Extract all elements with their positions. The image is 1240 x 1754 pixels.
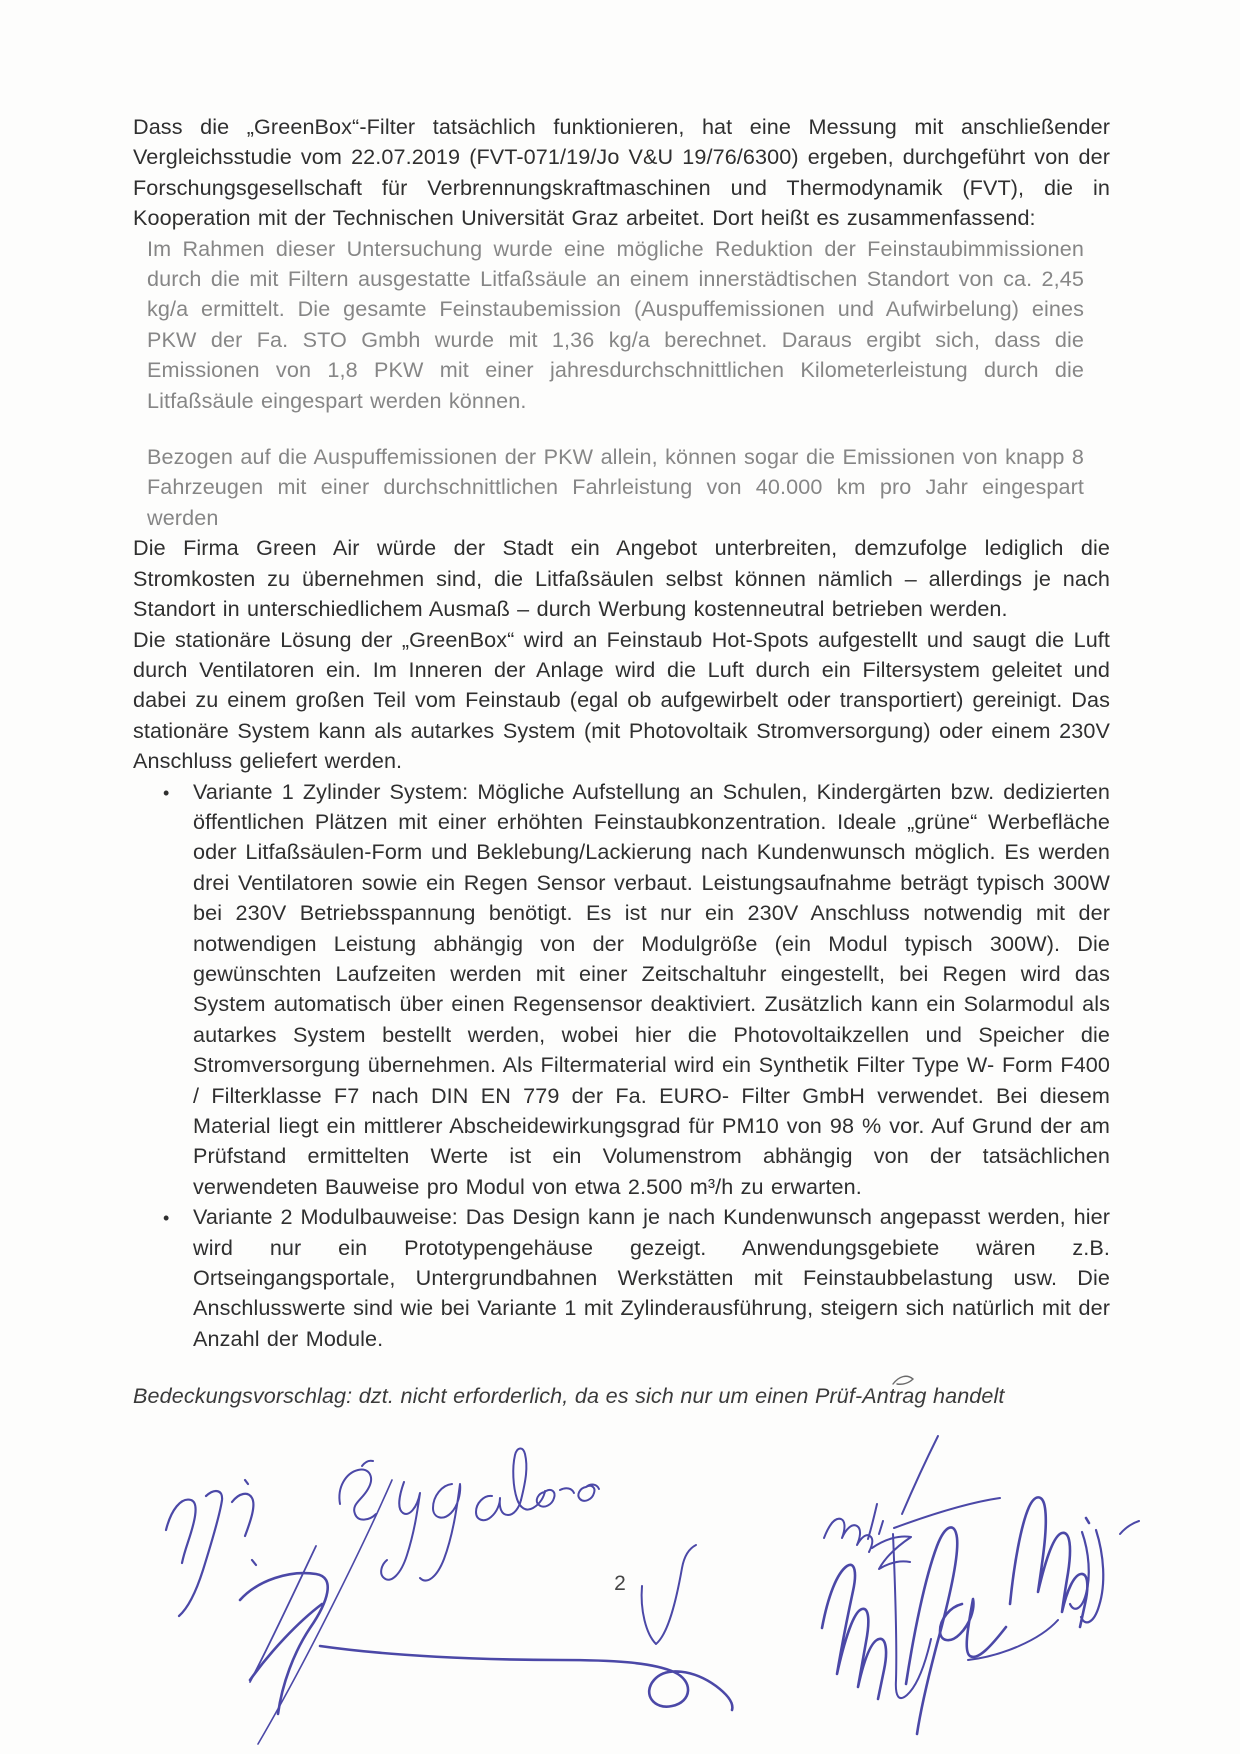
variant-bullet-list <box>133 777 1110 1355</box>
signature-center-handwriting <box>339 1448 599 1580</box>
list-item-variant-1 <box>133 777 1110 1203</box>
page-number: 2 <box>614 1572 626 1595</box>
quote-block <box>147 234 1084 534</box>
signature-right-handwriting <box>824 1436 1000 1569</box>
coverage-note: Bedeckungsvorschlag: dzt. nicht erforderlich, da es sich nur um einen Prüf-Antrag handelt <box>133 1383 1005 1409</box>
list-item-text: Variante 2 Modulbauweise: Das Design kann je nach Kundenwunsch angepasst werden, hier wird nur ein Prototypengehäuse gezeigt. Anwendungsgebiete wären z.B. Ortseingangsportale, Untergrundbahnen Werkstätten mit Feinstaubbelastung usw. Die Anschlusswerte sind wie bei Variante 1 mit Zylinderausführung, steigern sich natürlich mit der Anzahl der Module. <box>193 1204 1110 1351</box>
paragraph-stationary: Die stationäre Lösung der „GreenBox“ wird an Feinstaub Hot-Spots aufgestellt und saugt die Luft durch Ventilatoren ein. Im Inneren der Anlage wird die Luft durch ein Filtersystem geleitet und dabei zu einem großen Teil vom Feinstaub (egal ob aufgewirbelt oder transportiert) gereinigt. Das stationäre System kann als autarkes System (mit Photovoltaik Stromversorgung) oder einem 230V Anschluss geliefert werden. <box>133 626 1110 774</box>
list-item-text: Variante 1 Zylinder System: Mögliche Aufstellung an Schulen, Kindergärten bzw. dedizierten öffentlichen Plätzen mit einer erhöhten Feinstaubkonzentration. Ideale „grüne“ Werbefläche oder Litfaßsäulen-Form und Beklebung/Lackierung nach Kundenwunsch möglich. Es werden drei Ventilatoren sowie ein Regen Sensor verbaut. Leistungsaufnahme beträgt typisch 300W bei 230V Betriebsspannung benötigt. Es ist nur ein 230V Anschluss notwendig mit der notwendigen Leistung abhängig von der Modulgröße (ein Modul typisch 300W). Die gewünschten Laufzeiten werden mit einer Zeitschaltuhr eingestellt, bei Regen wird das System automatisch über einen Regensensor deaktiviert. Zusätzlich kann ein Solarmodul als autarkes System bestellt werden, wobei hier die Photovoltaikzellen und Speicher die Stromversorgung übernehmen. Als Filtermaterial wird ein Synthetik Filter Type W- Form F400 / Filterklasse F7 nach DIN EN 779 der Fa. EURO- Filter GmbH verwendet. Bei diesem Material liegt ein mittlerer Abscheidewirkungsgrad für PM10 von 98 % vor. Auf Grund der am Prüfstand ermittelten Werte ist ein Volumenstrom abhängig von der tatsächlichen verwendeten Bauweise pro Modul von etwa 2.500 m³/h zu erwarten. <box>193 778 1110 1199</box>
paragraph-offer: Die Firma Green Air würde der Stadt ein Angebot unterbreiten, demzufolge lediglich die Stromkosten zu übernehmen sind, die Litfaßsäulen selbst können nämlich – allerdings je nach Standort in unterschiedlichem Ausmaß – durch Werbung kostenneutral betrieben werden. <box>133 535 1110 622</box>
quote-paragraph-2: Bezogen auf die Auspuffemissionen der PKW allein, können sogar die Emissionen von knapp 8 Fahrzeugen mit einer durchschnittlichen Fahrleistung von 40.000 km pro Jahr eingespart werden <box>147 444 1084 530</box>
bullet-icon: • <box>163 1208 170 1229</box>
paragraph-intro: Dass die „GreenBox“-Filter tatsächlich funktionieren, hat eine Messung mit anschließender Vergleichsstudie vom 22.07.2019 (FVT-071/19/Jo V&U 19/76/6300) ergeben, durchgeführt von der Forschungsgesellschaft für Verbrennungskraftmaschinen und Thermodynamik (FVT), die in Kooperation mit der Technischen Universität Graz arbeitet. Dort heißt es zusammenfassend: <box>133 114 1110 231</box>
list-item-variant-2 <box>133 1202 1110 1354</box>
signature-right-flourish <box>822 1497 1139 1734</box>
bullet-icon: • <box>163 782 170 803</box>
signature-left-flourish <box>240 1480 732 1744</box>
document-body <box>133 112 1110 1412</box>
quote-paragraph-1: Im Rahmen dieser Untersuchung wurde eine mögliche Reduktion der Feinstaubimmissionen durch die mit Filtern ausgestatte Litfaßsäule an einem innerstädtischen Standort von ca. 2,45 kg/a ermittelt. Die gesamte Feinstaubemission (Auspuffemissionen und Aufwirbelung) eines PKW der Fa. STO Gmbh wurde mit 1,36 kg/a berechnet. Daraus ergibt sich, dass die Emissionen von 1,8 PKW mit einer jahresdurchschnittlichen Kilometerleistung durch die Litfaßsäule eingespart werden können. <box>147 235 1084 413</box>
